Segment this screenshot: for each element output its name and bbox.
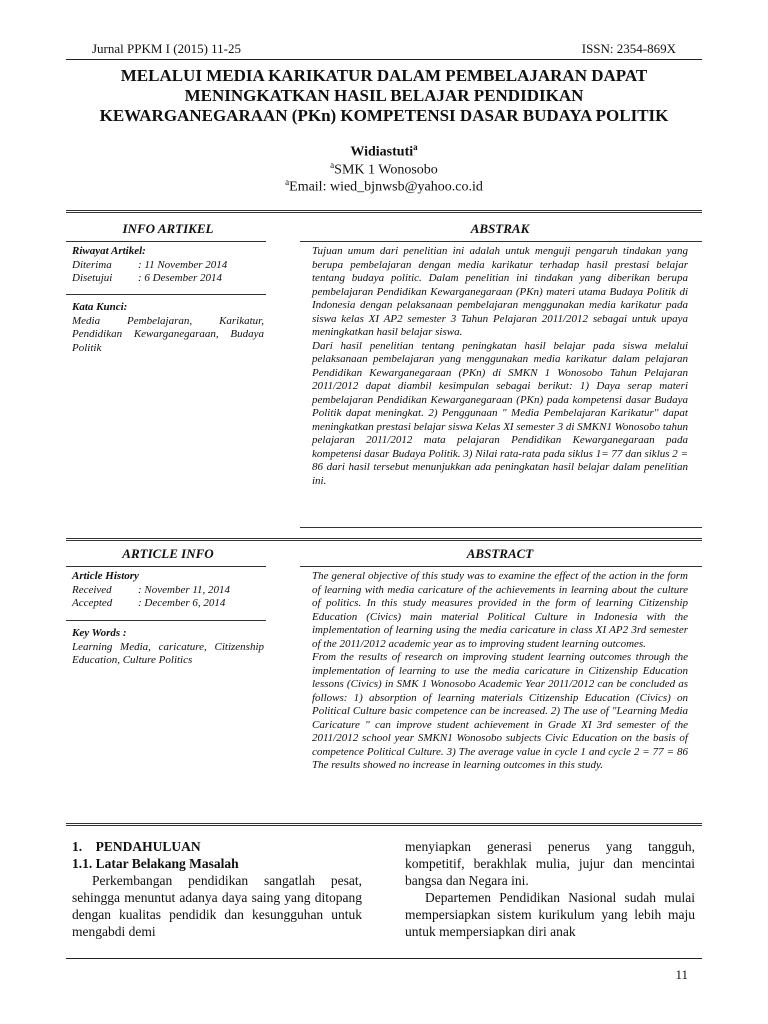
author-name: Widiastuti$^a$ [350,142,418,160]
abstract-rule [300,241,702,242]
info-rule-en [66,566,266,567]
info-artikel-heading: INFO ARTIKEL [122,221,214,236]
author-affiliation: $^a$SMK 1 Wonosobo [330,160,438,178]
abstrak-text [312,245,688,488]
received-row-en: Received : November 11, 2014 [72,583,231,596]
section-rule-top [66,210,702,213]
article-history-en [72,570,264,611]
author-email: $^a$Email: wied_bjnwsb@yahoo.co.id [285,177,483,195]
keywords-en [72,627,264,668]
keywords-label: Kata Kunci: [72,301,128,313]
subsection-heading: 1.1. Latar Belakang Masalah [72,856,239,871]
abstract-rule-en [300,566,702,567]
abstract-paragraph-2: From the results of research on improving student learning outcomes through the implementation of learning to use the media caricature in Citizenship Education lessons (Civics) in SMK 1 Wonosobo Academic Year 2011/2012 can be concluded as follows: 1) absorption of learning materials Citizenship Education (Civics) on Political Culture basic competence can be increased. 2) The use of "Learning Media Caricature " can improve student achievement in Grade XI 3rd semester of the 2011/2012 school year SMKN1 Wonosobo subjects Civic Education on the basis of competence Political Culture. 3) The average value in cycle 1 and cycle 2 = 77 = 86 The results showed no increase in learning outcomes in this study. [312,651,688,771]
keywords-text: Media Pembelajaran, Karikatur, Pendidikan Kewarganegaraan, Budaya Politik [72,314,264,354]
article-info-heading: ARTICLE INFO [122,546,214,561]
header-rule [66,59,702,60]
history-label: Riwayat Artikel: [72,245,146,257]
title-line-1: MELALUI MEDIA KARIKATUR DALAM PEMBELAJARAN DAPAT [120,66,648,85]
issn: ISSN: 2354-869X [581,41,676,56]
footer-rule [66,958,702,959]
accepted-row-en: Accepted : December 6, 2014 [72,597,226,609]
paper-title [66,66,702,126]
history-label-en: Article History [72,570,139,582]
body-paragraph-right-2: Departemen Pendidikan Nasional sudah mulai mempersiapkan sistem kurikulum yang lebih maju untuk mempersiapkan diri anak [405,890,695,939]
abstract-end-rule [300,527,702,528]
body-right-column [405,838,695,940]
article-history-id [72,245,264,286]
keyword-rule-en [66,620,266,621]
section-rule-en [66,538,702,541]
journal-citation: Jurnal PPKM I (2015) 11-25 [92,41,242,56]
abstract-heading: ABSTRACT [466,546,534,561]
abstract-text [312,570,688,773]
page-number: 11 [675,967,688,982]
title-line-3: KEWARGANEGARAAN (PKn) KOMPETENSI DASAR BUDAYA POLITIK [99,106,669,125]
body-paragraph-right-1: menyiapkan generasi penerus yang tangguh, kompetitif, berakhlak mulia, jujur dan mencintai bangsa dan Negara ini. [405,839,695,888]
accepted-row: Disetujui : 6 Desember 2014 [72,272,223,284]
title-line-2: MENINGKATKAN HASIL BELAJAR PENDIDIKAN [184,86,584,105]
keywords-text-en: Learning Media, caricature, Citizenship Education, Culture Politics [72,640,264,666]
info-rule [66,241,266,242]
abstract-paragraph-1: The general objective of this study was to examine the effect of the action in the form of learning with media caricature of the achievements in learning about the culture of politics. In this study measures provided in the form of learning Citizenship Education (Civics) main material Political Culture in Indonesia with the implementation of learning using the media caricature in class XI AP2 3rd semester of the 2011/2012 academic year as to improving student learning outcomes. [312,570,688,650]
abstrak-paragraph-1: Tujuan umum dari penelitian ini adalah untuk menguji pengaruh tindakan yang berupa pembelajaran dengan media karikatur terhadap hasil prestasi belajar tentang budaya politic. Dalam penelitian ini tindakan yang diberikan berupa pembelajaran Pendidikan Kewarganegaraan (PKn) materi utama Budaya Politik di Indonesia dengan pelaksanaan pembelajaran menggunakan media karikatur pada siswa kelas XI AP2 semester 3 Tahun Pelajaran 2011/2012 sebagai untuk upaya meningkatkan hasil belajar siswa. [312,245,688,338]
keywords-label-en: Key Words : [72,627,127,639]
section-rule-bottom [66,823,702,826]
abstrak-heading: ABSTRAK [470,221,530,236]
body-left-column [72,838,362,940]
keywords-id [72,301,264,355]
keyword-rule [66,294,266,295]
body-paragraph-left: Perkembangan pendidikan sangatlah pesat, sehingga menuntut adanya daya saing yang ditopang dengan kualitas pendidik dan kesungguhan untuk mengabdi demi [72,873,362,939]
abstrak-paragraph-2: Dari hasil penelitian tentang peningkatan hasil belajar pada siswa melalui pelaksanaan pembelajaran yang menggunakan media karikatur dalam pelajaran Pendidikan Kewarganegaraan (PKn) di SMKN 1 Wonosobo Tahun Pelajaran 2011/2012 dapat diambil kesimpulan sebagai berikut: 1) Daya serap materi pembelajaran Pendidikan Kewarganegaraan (PKn) pada kompetensi dasar Budaya Politik dapat meningkat. 2) Penggunaan " Media Pembelajaran Karikatur'' dapat meningkatkan prestasi belajar siswa Kelas XI semester 3 di SMKN1 Wonosobo tahun pelajaran 2011/2012 mata pelajaran Pendidikan Kewarganegaraan pada kompetensi dasar Budaya Politik. 3) Nilai rata-rata pada siklus 1= 77 dan siklus 2 = 86 dari hasil tersebut menunjukkan ada peningkatan hasil belajar dalam penelitian ini. [312,339,688,487]
received-row: Diterima : 11 November 2014 [72,258,228,271]
section-heading: 1. PENDAHULUAN [72,839,201,854]
